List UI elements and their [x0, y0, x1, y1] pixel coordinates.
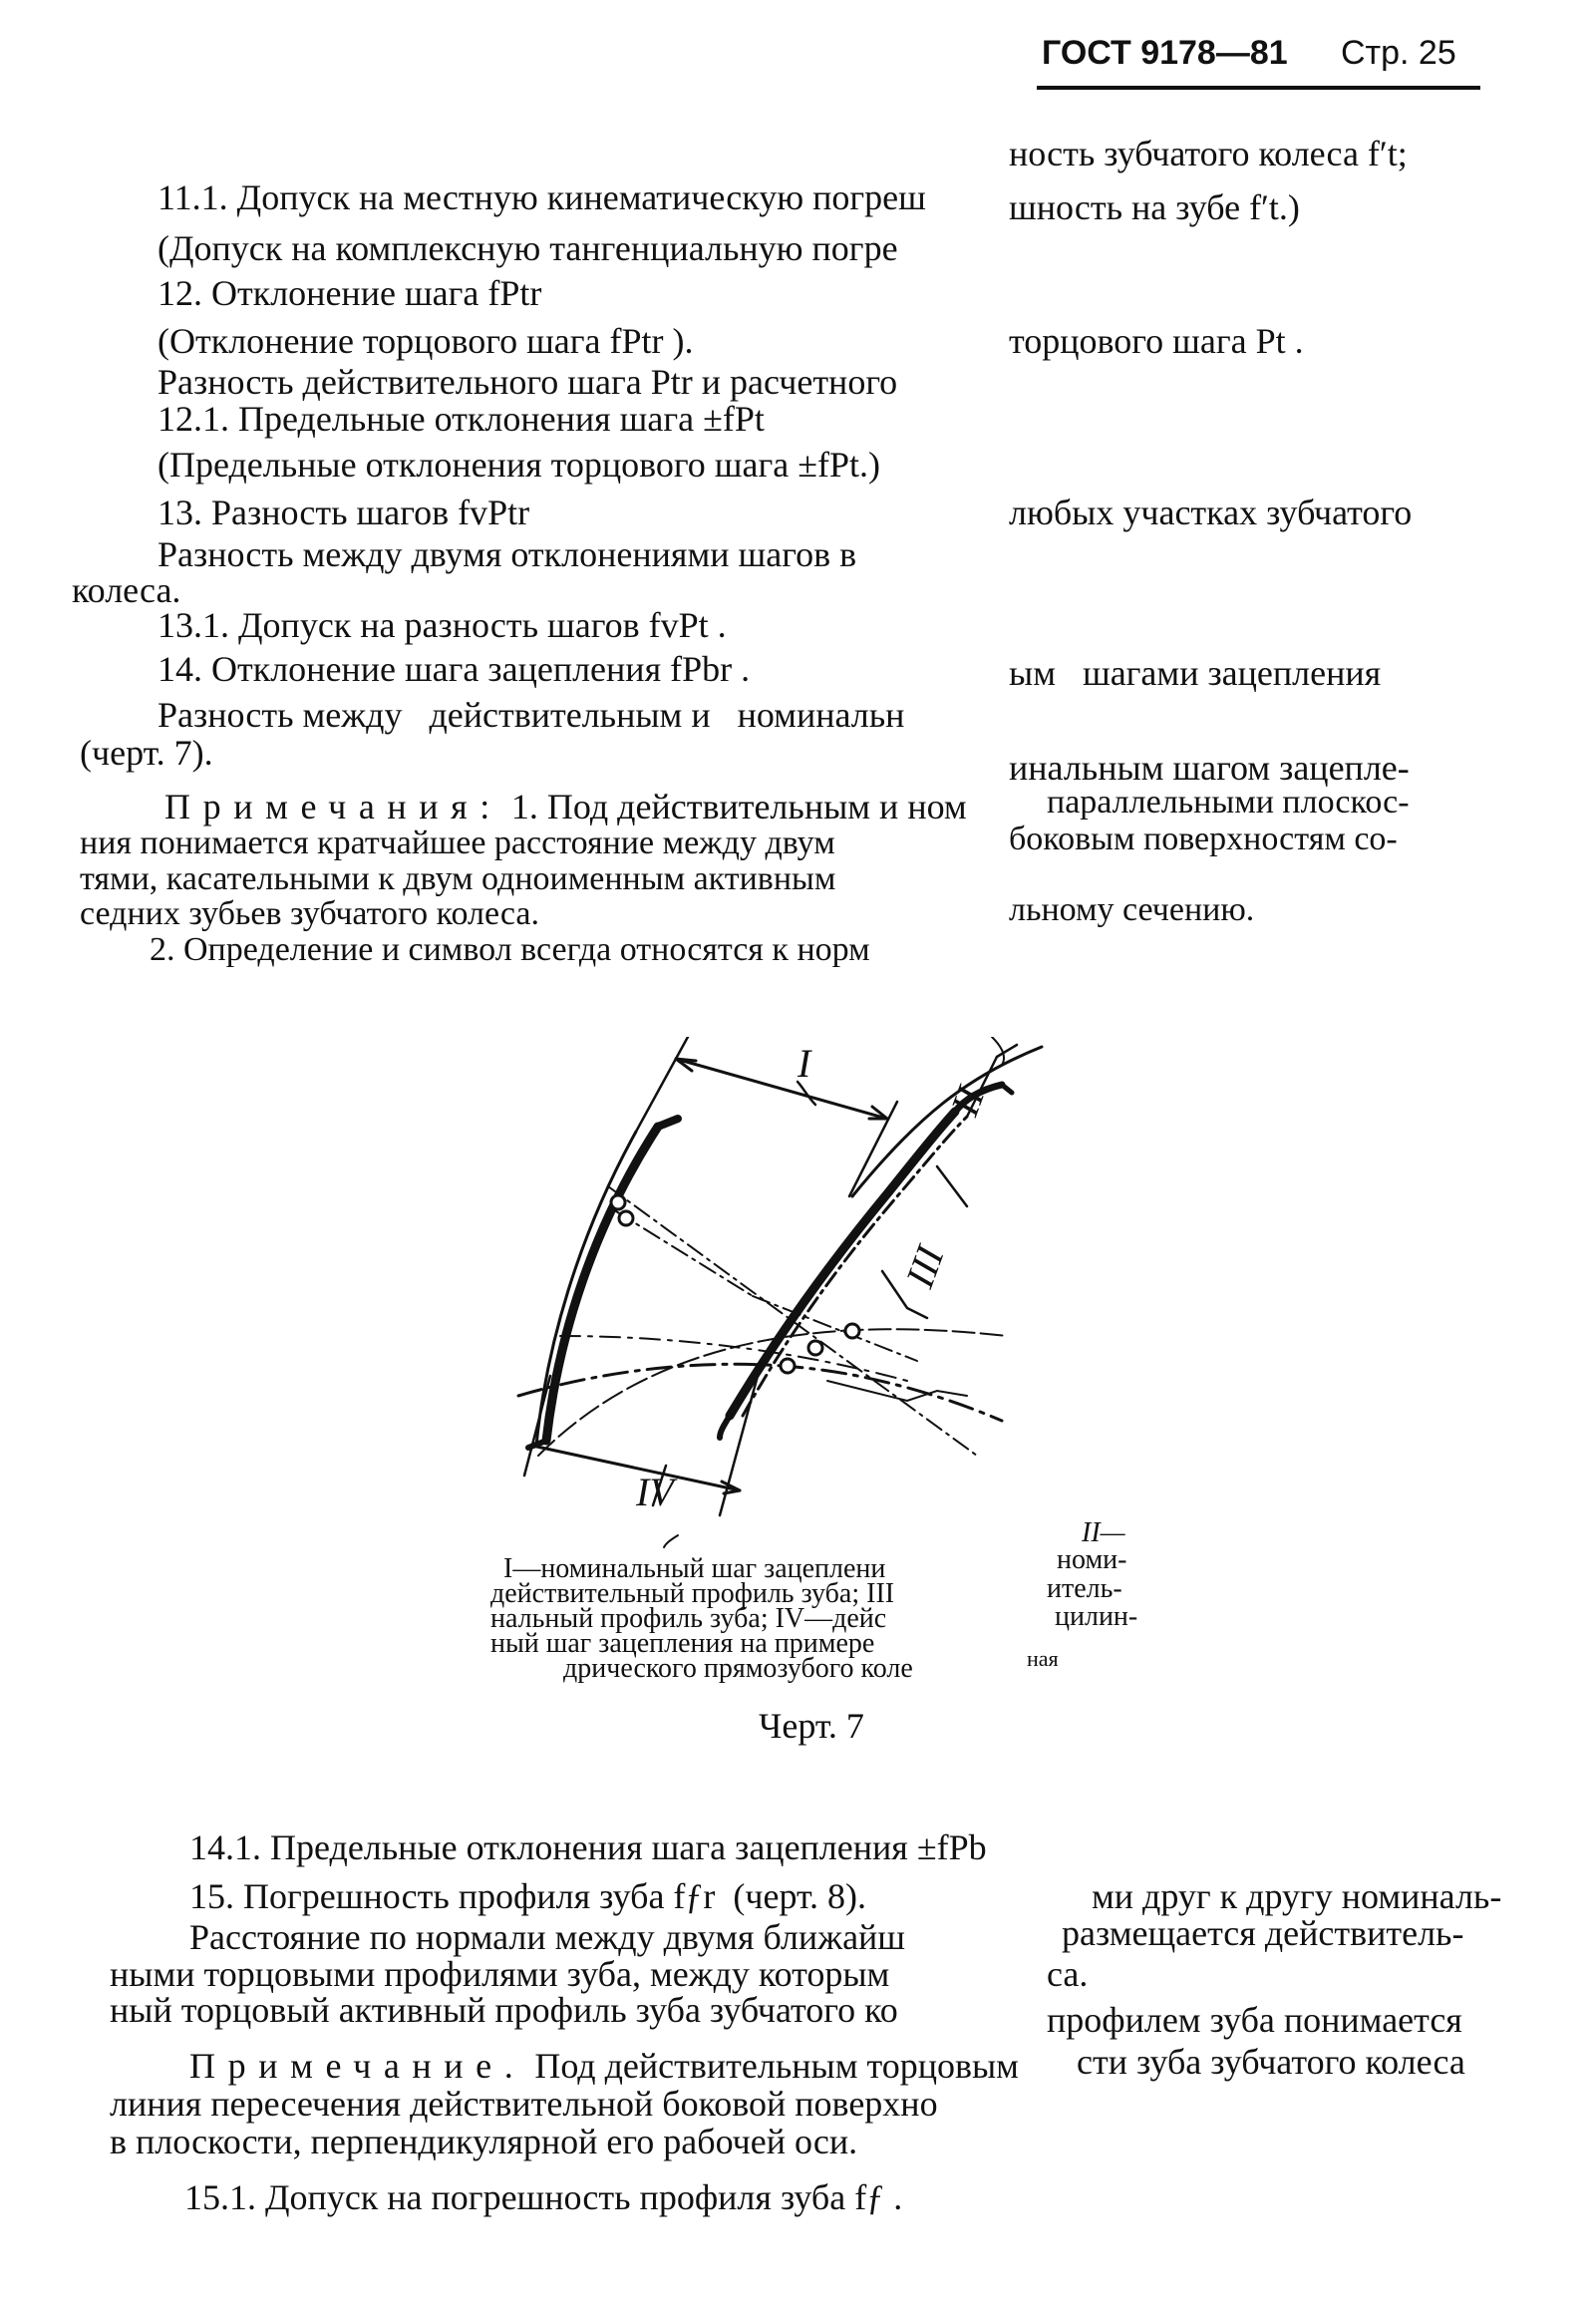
figure-caption-line: ный шаг зацепления на примере	[490, 1628, 875, 1659]
text-line: шность на зубе f′t.)	[1009, 187, 1300, 227]
text-line: боковым поверхностям со-	[1009, 821, 1398, 857]
text-line: 14. Отклонение шага зацепления fPbr .	[158, 649, 751, 689]
text-line: ым шагами зацепления	[1009, 653, 1382, 693]
figure-caption-right: цилин-	[1055, 1601, 1138, 1632]
text-line: 15.1. Допуск на погрешность профиля зуба fƒ .	[184, 2177, 903, 2217]
contact-point	[781, 1359, 795, 1373]
figure-caption-line: I—номинальный шаг зацеплени	[503, 1553, 886, 1584]
header-rule	[1037, 86, 1480, 90]
text-line: инальным шагом зацепле-	[1009, 748, 1410, 788]
contact-point	[619, 1211, 633, 1225]
figure-caption-right: номи-	[1057, 1544, 1127, 1575]
text-line: в плоскости, перпендикулярной его рабочей оси.	[110, 2122, 858, 2161]
text-line: Расстояние по нормали между двумя ближайш	[189, 1917, 906, 1957]
dimension-I	[676, 1059, 887, 1119]
text-line: 14.1. Предельные отклонения шага зацепления ±fPb	[189, 1827, 987, 1867]
note-heading: Примечания:	[164, 787, 502, 826]
figure-caption-line: дрического прямозубого коле	[563, 1653, 913, 1684]
text-line: 12. Отклонение шага fPtr	[158, 273, 542, 313]
text-line: ния понимается кратчайшее расстояние между двум	[80, 824, 835, 861]
text-line: 15. Погрешность профиля зуба fƒr (черт. 8).	[189, 1876, 867, 1916]
text-line: ми друг к другу номиналь-	[1092, 1876, 1502, 1916]
text-line: торцового шага Pt .	[1009, 321, 1304, 361]
text-line: любых участках зубчатого	[1009, 493, 1413, 532]
text-line: (черт. 7).	[80, 733, 213, 773]
text-line: 13.1. Допуск на разность шагов fvPt .	[158, 605, 727, 645]
text-line: 2. Определение и символ всегда относятся к норм	[150, 931, 870, 968]
contact-point	[611, 1195, 625, 1209]
note-heading: Примечание.	[189, 2046, 526, 2086]
text-line: Разность действительного шага Ptr и расчетного	[158, 362, 898, 402]
text-line: Разность между действительным и номинальн	[158, 695, 905, 735]
figure-caption-right: ная	[1027, 1646, 1059, 1671]
text-line: ными торцовыми профилями зуба, между которым	[110, 1954, 890, 1994]
text-line: сти зуба зубчатого колеса	[1077, 2042, 1465, 2082]
text-line: параллельными плоскос-	[1047, 784, 1410, 821]
text-line: седних зубьев зубчатого колеса.	[80, 895, 539, 932]
text-line: 12.1. Предельные отклонения шага ±fPt	[158, 399, 765, 439]
text-line: Разность между двумя отклонениями шагов в	[158, 534, 857, 574]
text-line: са.	[1047, 1954, 1089, 1994]
text-line: линия пересечения действительной боковой поверхно	[110, 2084, 938, 2124]
text-line: колеса.	[72, 570, 181, 610]
text-line: ность зубчатого колеса f′t;	[1009, 134, 1408, 173]
note-line	[189, 2046, 1019, 2086]
figure-caption-right: II—	[1082, 1517, 1125, 1548]
contact-point	[845, 1324, 859, 1338]
figure-label-I: I	[798, 1041, 811, 1086]
note-line	[164, 787, 967, 826]
text-line: ный торцовый активный профиль зуба зубчатого ко	[110, 1990, 898, 2030]
text-line: (Отклонение торцового шага fPtr ).	[158, 321, 694, 361]
text-line: льному сечению.	[1009, 891, 1255, 928]
text-line: профилем зуба понимается	[1047, 2000, 1462, 2040]
figure-caption-right: итель-	[1047, 1573, 1122, 1604]
text-line: (Предельные отклонения торцового шага ±fPt.)	[158, 445, 880, 485]
text-line: размещается действитель-	[1062, 1913, 1464, 1953]
figure-drawing	[498, 1037, 1176, 1595]
figure-label-III: III	[896, 1240, 953, 1294]
figure-label-IV: IV	[636, 1470, 674, 1514]
text-line: 11.1. Допуск на местную кинематическую погреш	[158, 177, 926, 217]
document-code: ГОСТ 9178—81	[1042, 34, 1288, 72]
page-number: Стр. 25	[1341, 34, 1456, 72]
text-line: тями, касательными к двум одноименным активным	[80, 860, 836, 897]
text-line: 13. Разность шагов fvPtr	[158, 493, 530, 532]
note-text: Под действительным торцовым	[525, 2046, 1019, 2086]
figure-title: Черт. 7	[759, 1706, 864, 1746]
figure-caption-line: действительный профиль зуба; III	[490, 1578, 895, 1609]
tooth-profile-left	[546, 1127, 658, 1441]
note-text: 1. Под действительным и ном	[501, 787, 967, 826]
text-line: (Допуск на комплексную тангенциальную погре	[158, 228, 898, 268]
figure-label-II: II	[941, 1081, 994, 1122]
figure-caption-line: нальный профиль зуба; IV—дейс	[490, 1603, 887, 1634]
tooth-right-main	[1051, 1137, 1156, 1366]
contact-point	[808, 1341, 822, 1355]
